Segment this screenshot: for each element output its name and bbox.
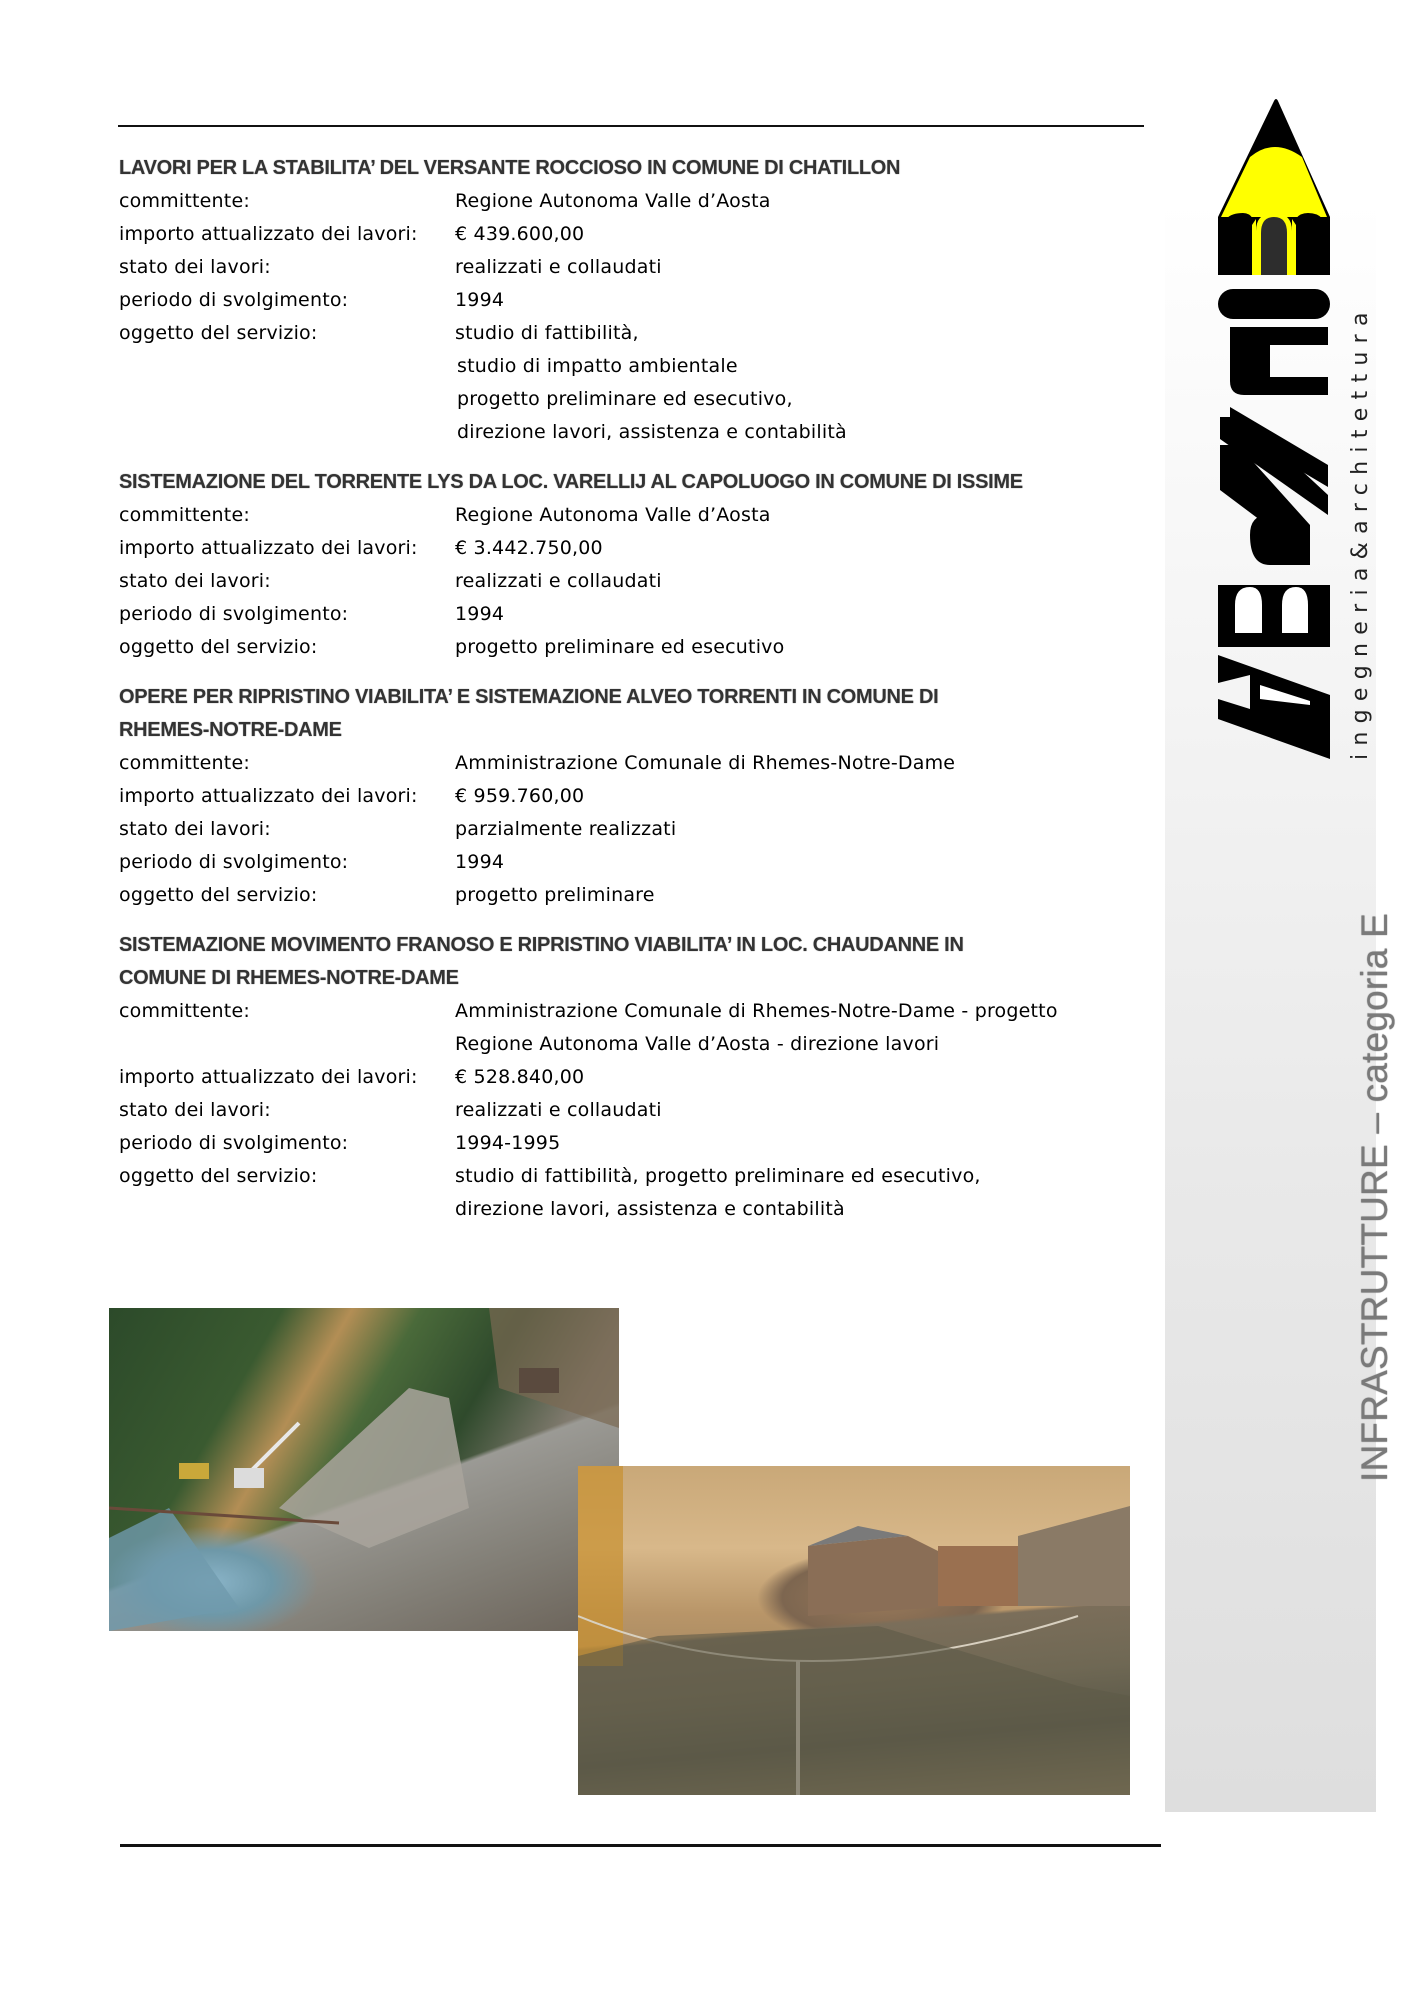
oggetto-row [119, 879, 1149, 912]
project-item [119, 681, 1149, 912]
village-photo [578, 1466, 1130, 1795]
field-label: importo attualizzato dei lavori: [119, 1066, 418, 1088]
construction-site-photo [109, 1308, 619, 1631]
logo-letters [1218, 289, 1330, 759]
logo-tagline: ingegneria&architettura [1348, 304, 1373, 760]
committente-value: Regione Autonoma Valle d’Aosta [455, 190, 771, 212]
field-label: oggetto del servizio: [119, 1165, 318, 1187]
field-label: oggetto del servizio: [119, 636, 318, 658]
importo-row [119, 218, 1149, 251]
periodo-value: 1994-1995 [455, 1132, 561, 1154]
field-label: periodo di svolgimento: [119, 1132, 349, 1154]
stato-value: realizzati e collaudati [455, 570, 662, 592]
importo-value: € 528.840,00 [455, 1066, 585, 1088]
project-item [119, 929, 1149, 1226]
field-label: periodo di svolgimento: [119, 603, 349, 625]
field-label: oggetto del servizio: [119, 884, 318, 906]
project-title: SISTEMAZIONE MOVIMENTO FRANOSO E RIPRISTINO VIABILITA’ IN LOC. CHAUDANNE IN COMUNE DI RHEMES-NOTRE-DAME [119, 934, 964, 989]
stato-row [119, 1094, 1149, 1127]
field-label: importo attualizzato dei lavori: [119, 785, 418, 807]
importo-value: € 959.760,00 [455, 785, 585, 807]
periodo-row [119, 598, 1149, 631]
periodo-row [119, 846, 1149, 879]
field-label: committente: [119, 752, 250, 774]
pencil-icon [1218, 99, 1330, 275]
stato-value: parzialmente realizzati [455, 818, 677, 840]
periodo-value: 1994 [455, 851, 505, 873]
committente-row [119, 185, 1149, 218]
field-label: oggetto del servizio: [119, 322, 318, 344]
project-item [119, 466, 1149, 664]
photo-detail-icon [109, 1308, 619, 1631]
periodo-row [119, 1127, 1149, 1160]
field-label: importo attualizzato dei lavori: [119, 223, 418, 245]
oggetto-row [119, 1160, 1149, 1226]
field-label: stato dei lavori: [119, 256, 271, 278]
committente-value: Regione Autonoma Valle d’Aosta [455, 504, 771, 526]
project-item [119, 152, 1149, 449]
importo-value: € 439.600,00 [455, 223, 585, 245]
committente-row [119, 499, 1149, 532]
project-title: SISTEMAZIONE DEL TORRENTE LYS DA LOC. VARELLIJ AL CAPOLUOGO IN COMUNE DI ISSIME [119, 471, 1023, 493]
committente-row [119, 747, 1149, 780]
periodo-value: 1994 [455, 603, 505, 625]
field-label: committente: [119, 190, 250, 212]
stato-value: realizzati e collaudati [455, 256, 662, 278]
stato-row [119, 251, 1149, 284]
project-title: LAVORI PER LA STABILITA’ DEL VERSANTE ROCCIOSO IN COMUNE DI CHATILLON [119, 157, 901, 179]
importo-row [119, 532, 1149, 565]
field-label: importo attualizzato dei lavori: [119, 537, 418, 559]
oggetto-value: studio di fattibilità, studio di impatto ambientale progetto preliminare ed esecutivo, direzione lavori, assistenza e contabilità [455, 322, 847, 443]
project-title: OPERE PER RIPRISTINO VIABILITA’ E SISTEMAZIONE ALVEO TORRENTI IN COMUNE DI RHEMES-NOTRE-DAME [119, 686, 939, 741]
bottom-divider [120, 1844, 1161, 1847]
stato-row [119, 813, 1149, 846]
periodo-row [119, 284, 1149, 317]
field-label: stato dei lavori: [119, 818, 271, 840]
field-label: stato dei lavori: [119, 1099, 271, 1121]
periodo-value: 1994 [455, 289, 505, 311]
committente-value: Amministrazione Comunale di Rhemes-Notre-Dame [455, 752, 956, 774]
importo-value: € 3.442.750,00 [455, 537, 603, 559]
committente-value: Amministrazione Comunale di Rhemes-Notre-Dame - progetto Regione Autonoma Valle d’Aosta - direzione lavori [455, 1000, 1058, 1055]
oggetto-row [119, 631, 1149, 664]
stato-row [119, 565, 1149, 598]
field-label: periodo di svolgimento: [119, 851, 349, 873]
field-label: periodo di svolgimento: [119, 289, 349, 311]
field-label: committente: [119, 504, 250, 526]
category-label: INFRASTRUTTURE – categoria E [1354, 913, 1395, 1482]
committente-row [119, 995, 1149, 1061]
oggetto-row [119, 317, 1149, 449]
importo-row [119, 1061, 1149, 1094]
field-label: committente: [119, 1000, 250, 1022]
field-label: stato dei lavori: [119, 570, 271, 592]
company-logo [1210, 95, 1340, 765]
photo-detail-icon [578, 1466, 1130, 1795]
top-divider [118, 125, 1144, 127]
oggetto-value: progetto preliminare ed esecutivo [455, 636, 785, 658]
oggetto-value: studio di fattibilità, progetto preliminare ed esecutivo, direzione lavori, assistenza e contabilità [455, 1165, 981, 1220]
importo-row [119, 780, 1149, 813]
stato-value: realizzati e collaudati [455, 1099, 662, 1121]
oggetto-value: progetto preliminare [455, 884, 655, 906]
project-list [119, 152, 1149, 1243]
